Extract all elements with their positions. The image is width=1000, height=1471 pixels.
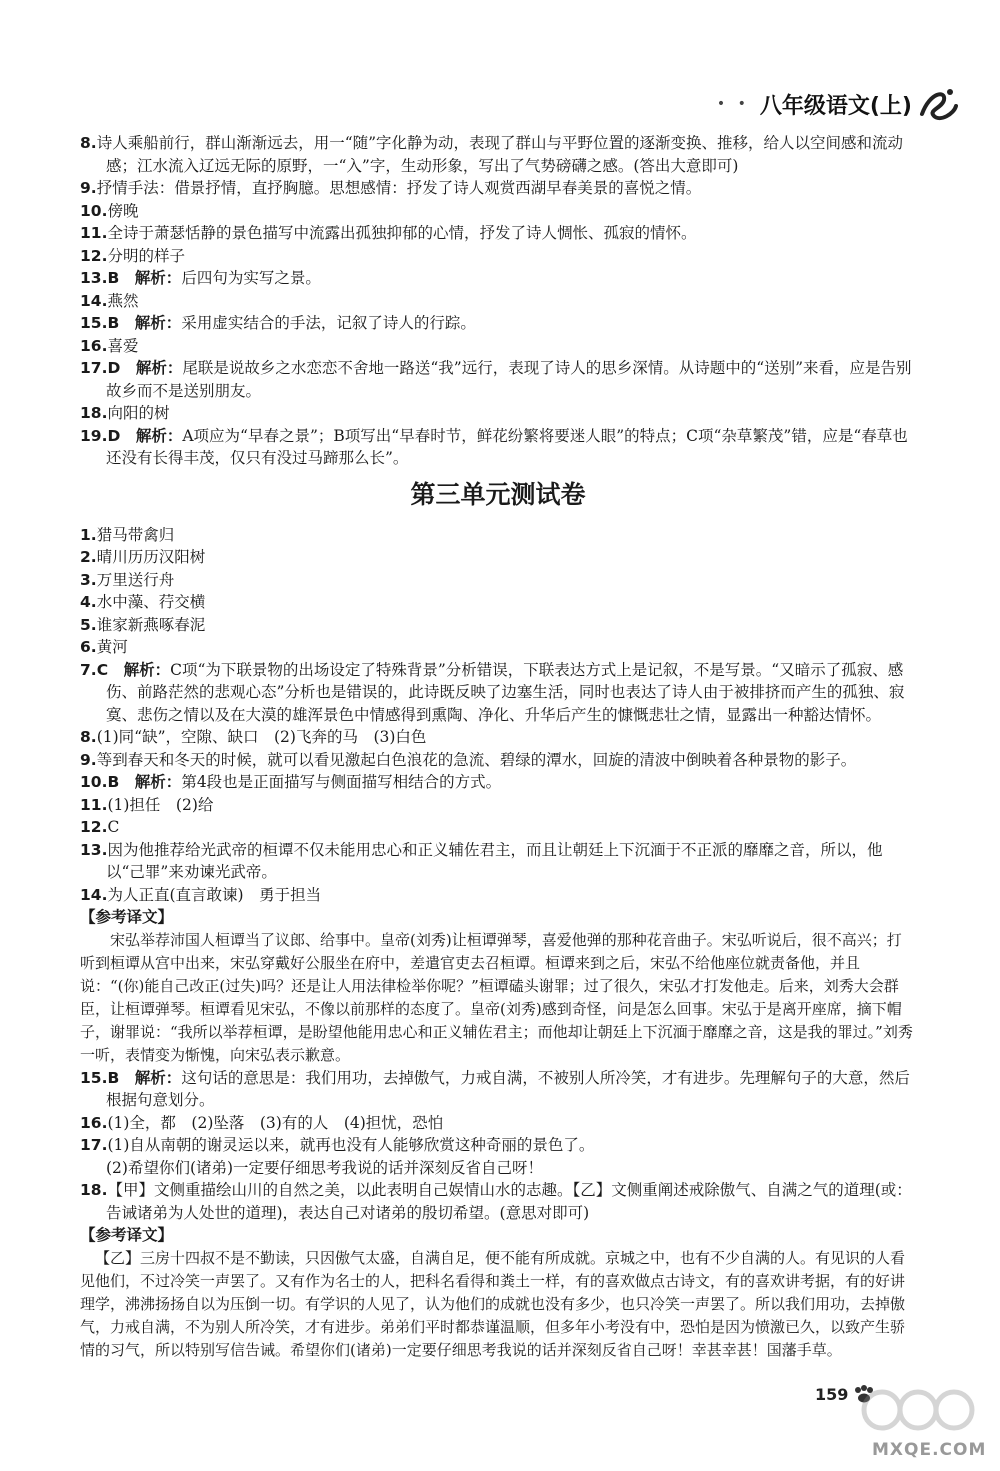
answer-text: 为人正直(直言敢谏) 勇于担当	[107, 885, 322, 904]
answer-text: 猎马带禽归	[96, 525, 175, 544]
answer-text: 尾联是说故乡之水恋恋不舍地一路送“我”远行，表现了诗人的思乡深情。从诗题中的“送别”来看，应是告别故乡而不是送别朋友。	[106, 359, 912, 400]
analysis-label: 解析：	[134, 314, 182, 332]
answer-text: 燕然	[107, 291, 139, 310]
answer-text: 采用虚实结合的手法，记叙了诗人的行踪。	[181, 314, 476, 332]
answer-item	[80, 357, 916, 402]
item-number: 11.	[80, 795, 108, 814]
header-dots: • •	[716, 96, 750, 112]
answer-text: (2)希望你们(诸弟)一定要仔细思考我说的话并深刻反省自己呀！	[106, 1158, 544, 1177]
answer-text: 【甲】文侧重描绘山川的自然之美，以此表明自己娱情山水的志趣。【乙】文侧重阐述戒除傲气、自满之气的道理(或：告诫诸弟为人处世的道理)，表达自己对诸弟的殷切希望。(意思对即可)	[106, 1181, 912, 1222]
item-number: 14.	[80, 885, 108, 904]
answer-text: A项应为“早春之景”；B项写出“早春时节，鲜花纷繁将要迷人眼”的特点；C项“杂草繁茂”错，应是“春草也还没有长得丰茂，仅只有没过马蹄那么长”。	[106, 426, 908, 467]
item-number: 13.	[80, 840, 108, 859]
answer-item	[80, 726, 916, 749]
answer-item	[80, 1157, 916, 1180]
answer-item	[80, 222, 916, 245]
item-number: 5.	[80, 615, 97, 634]
watermark-text: MXQE.COM	[872, 1440, 987, 1460]
reference-text: 宋弘举荐沛国人桓谭当了议郎、给事中。皇帝(刘秀)让桓谭弹琴，喜爱他弹的那种花音曲子。宋弘听说后，很不高兴；打听到桓谭从宫中出来，宋弘穿戴好公服坐在府中，差遣官吏去召桓谭。桓谭来到之后，宋弘不给他座位就责备他，并且说：“(你)能自己改正(过失)吗？还是让人用法律检举你呢？”桓谭磕头谢罪；过了很久，宋弘才打发他走。后来，刘秀大会群臣，让桓谭弹琴。桓谭看见宋弘，不像以前那样的态度了。皇帝(刘秀)感到奇怪，问是怎么回事。宋弘于是离开座席，摘下帽子，谢罪说：“我所以举荐桓谭，是盼望他能用忠心和正义辅佐君主；而他却让朝廷上下沉湎于靡靡之音，这是我的罪过。”刘秀一听，表情变为惭愧，向宋弘表示歉意。	[80, 930, 913, 1064]
answer-text: 这句话的意思是：我们用功，去掉傲气，力戒自满，不被别人所冷笑，才有进步。先理解句子的大意，然后根据句意划分。	[106, 1068, 910, 1109]
item-number: 2.	[80, 548, 97, 566]
answer-item	[80, 335, 916, 358]
item-number: 6.	[80, 638, 97, 656]
item-number: 9.	[80, 179, 97, 197]
answer-item	[80, 524, 916, 547]
analysis-label: 解析：	[134, 773, 182, 791]
answer-text: (1)全，都 (2)坠落 (3)有的人 (4)担忧，恐怕	[107, 1113, 444, 1132]
answer-choice: B	[107, 1068, 120, 1087]
answer-item	[80, 1179, 916, 1224]
item-number: 1.	[80, 525, 97, 544]
answer-item	[80, 569, 916, 592]
answer-text: 晴川历历汉阳树	[96, 548, 206, 566]
item-number: 10.	[80, 201, 108, 220]
answer-item	[80, 614, 916, 637]
answer-item	[80, 636, 916, 659]
answer-text: 抒情手法：借景抒情，直抒胸臆。思想感情：抒发了诗人观赏西湖早春美景的喜悦之情。	[96, 179, 702, 197]
answer-text: 后四句为实写之景。	[181, 269, 321, 287]
answer-item	[80, 749, 916, 772]
answer-item	[80, 267, 916, 290]
section-title: 第三单元测试卷	[410, 479, 586, 509]
answer-item	[80, 245, 916, 268]
answer-text: 向阳的树	[107, 404, 170, 422]
item-number: 18.	[80, 404, 108, 422]
item-number: 12.	[80, 818, 108, 836]
answer-text: 黄河	[96, 638, 128, 656]
item-number: 9.	[80, 750, 97, 769]
answer-choice: B	[107, 773, 120, 791]
page-content	[80, 132, 916, 1362]
answer-text: 因为他推荐给光武帝的桓谭不仅未能用忠心和正义辅佐君主，而且让朝廷上下沉湎于不正派的靡靡之音，所以，他以“己罪”来劝谏光武帝。	[106, 840, 883, 881]
answer-item	[80, 177, 916, 200]
item-number: 8.	[80, 728, 97, 746]
header-title: 八年级语文(上)	[759, 93, 912, 119]
item-number: 16.	[80, 1113, 108, 1132]
item-number: 18.	[80, 1181, 108, 1199]
item-number: 19.	[80, 426, 108, 445]
answer-item	[80, 839, 916, 884]
answer-item	[80, 794, 916, 817]
answer-choice: B	[107, 314, 120, 332]
answer-item	[80, 402, 916, 425]
answer-item	[80, 546, 916, 569]
answer-item	[80, 1112, 916, 1135]
page-header	[717, 84, 960, 124]
item-number: 7.	[80, 660, 97, 679]
page-number: 159	[815, 1384, 849, 1404]
answer-item	[80, 884, 916, 907]
answer-text: 第4段也是正面描写与侧面描写相结合的方式。	[181, 773, 502, 791]
analysis-label: 解析：	[134, 1068, 182, 1087]
answer-choice: D	[107, 426, 121, 445]
answer-choice: C	[96, 660, 109, 679]
answer-choice: B	[107, 269, 120, 287]
answer-text: C	[107, 818, 120, 836]
answer-item	[80, 1134, 916, 1157]
answer-text: 万里送行舟	[96, 570, 175, 589]
answer-item	[80, 290, 916, 313]
analysis-label: 解析：	[135, 426, 183, 445]
answer-text: C项“为下联景物的出场设定了特殊背景”分析错误，下联表达方式上是记叙，不是写景。“又暗示了孤寂、感伤、前路茫然的悲观心态”分析也是错误的，此诗既反映了边塞生活，同时也表达了诗人由于被排挤而产生的孤独、寂寞、悲伤之情以及在大漠的雄浑景色中情感得到熏陶、净化、升华后产生的慷慨悲壮之情，显露出一种豁达情怀。	[106, 660, 905, 724]
item-number: 14.	[80, 291, 108, 310]
item-number: 11.	[80, 224, 108, 242]
item-number: 15.	[80, 314, 108, 332]
answer-item	[80, 771, 916, 794]
reference-label: 【参考译文】	[80, 1226, 174, 1244]
header-swirl-icon	[916, 84, 960, 124]
answer-text: (1)同“缺”，空隙、缺口 (2)飞奔的马 (3)白色	[96, 728, 427, 746]
answer-item	[80, 659, 916, 727]
answer-text: (1)自从南朝的谢灵运以来，就再也没有人能够欣赏这种奇丽的景色了。	[107, 1136, 595, 1154]
answer-item	[80, 1067, 916, 1112]
reference-translation-2	[80, 1224, 916, 1362]
item-number: 10.	[80, 773, 108, 791]
answer-text: 全诗于萧瑟恬静的景色描写中流露出孤独抑郁的心情，抒发了诗人惆怅、孤寂的情怀。	[107, 224, 697, 242]
answer-item	[80, 591, 916, 614]
item-number: 17.	[80, 359, 108, 377]
item-number: 17.	[80, 1136, 108, 1154]
reference-label: 【参考译文】	[80, 908, 174, 926]
reference-text: 【乙】三房十四叔不是不勤读，只因傲气太盛，自满自足，便不能有所成就。京城之中，也有不少自满的人。有见识的人看见他们，不过冷笑一声罢了。又有作为名士的人，把科名看得和粪土一样，有的喜欢做点古诗文，有的喜欢讲考据，有的好讲理学，沸沸扬扬自以为压倒一切。有学识的人见了，认为他们的成就也没有多少，也只冷笑一声罢了。所以我们用功，去掉傲气，力戒自满，不为别人所冷笑，才有进步。弟弟们平时都恭谨温顺，但多年小考没有中，恐怕是因为愤激已久，以致产生骄情的习气，所以特别写信告诫。希望你们(诸弟)一定要仔细思考我说的话并深刻反省自己呀！幸甚幸甚！国藩手草。	[80, 1248, 906, 1359]
answers-part-3	[80, 1067, 916, 1225]
reference-translation-1	[80, 906, 916, 1067]
answer-item	[80, 312, 916, 335]
answer-item	[80, 425, 916, 470]
answer-item	[80, 200, 916, 223]
analysis-label: 解析：	[134, 269, 182, 287]
item-number: 12.	[80, 246, 108, 265]
analysis-label: 解析：	[123, 660, 171, 679]
answer-text: 谁家新燕啄春泥	[96, 615, 206, 634]
analysis-label: 解析：	[135, 359, 183, 377]
answer-text: 等到春天和冬天的时候，就可以看见激起白色浪花的急流、碧绿的潭水，回旋的清波中倒映着各种景物的影子。	[96, 750, 857, 769]
answer-text: 喜爱	[107, 336, 139, 355]
answer-item	[80, 816, 916, 839]
answer-text: (1)担任 (2)给	[107, 795, 214, 814]
answer-item	[80, 132, 916, 177]
item-number: 8.	[80, 134, 97, 152]
answers-part-1	[80, 132, 916, 470]
answer-text: 傍晚	[107, 201, 139, 220]
answer-choice: D	[107, 359, 121, 377]
answers-part-2	[80, 524, 916, 907]
answer-text: 分明的样子	[107, 246, 185, 265]
item-number: 15.	[80, 1068, 108, 1087]
answer-text: 水中藻、荇交横	[96, 593, 206, 611]
answer-text: 诗人乘船前行，群山渐渐远去，用一“随”字化静为动，表现了群山与平野位置的逐渐变换、推移，给人以空间感和流动感；江水流入辽远无际的原野，一“入”字，生动形象，写出了气势磅礴之感。(答出大意即可)	[96, 134, 904, 175]
item-number: 13.	[80, 269, 108, 287]
item-number: 4.	[80, 593, 97, 611]
item-number: 16.	[80, 336, 108, 355]
item-number: 3.	[80, 570, 97, 589]
